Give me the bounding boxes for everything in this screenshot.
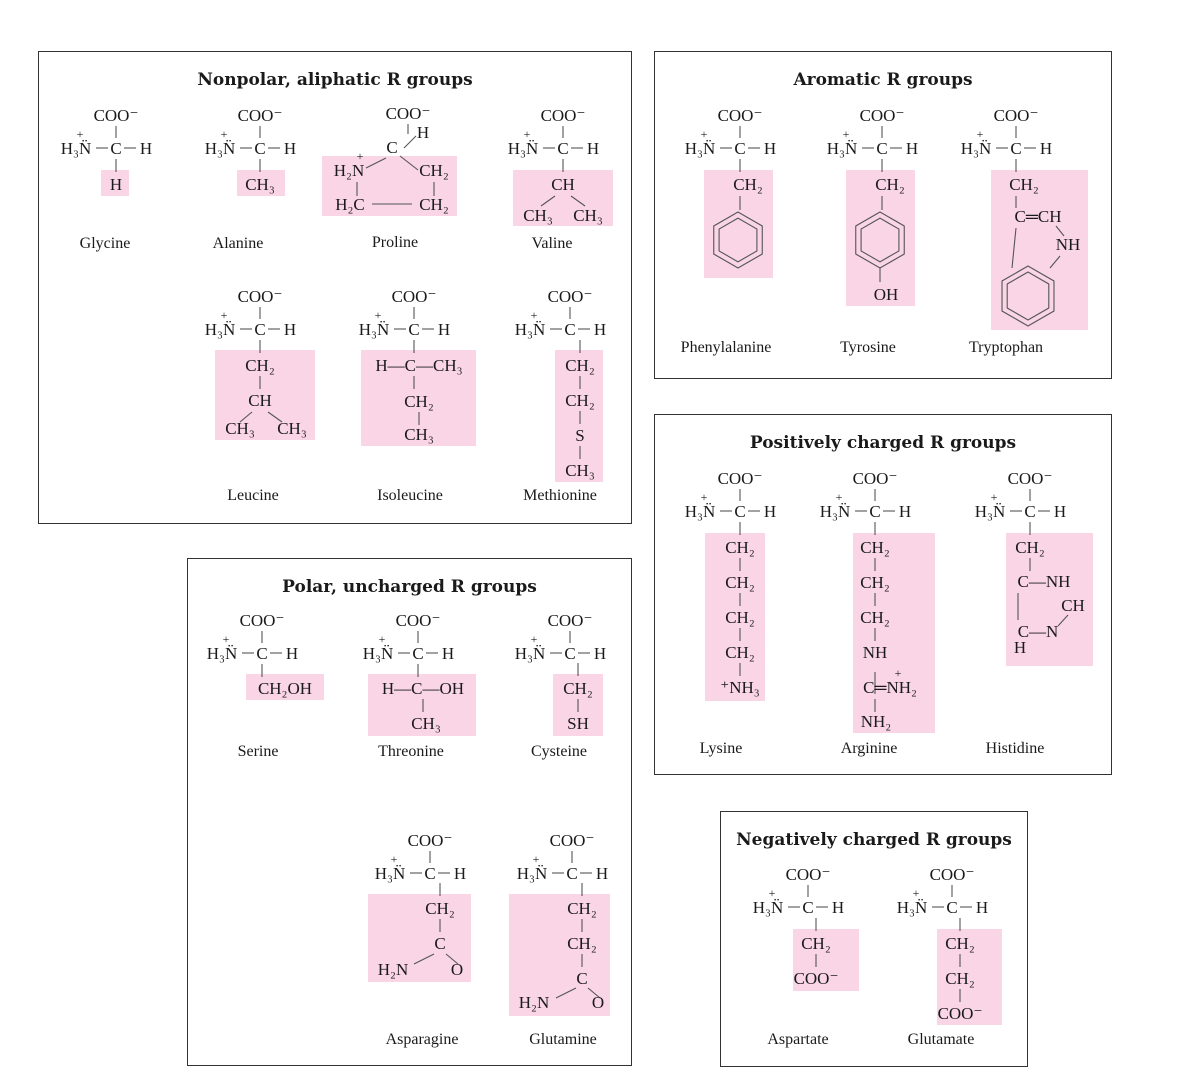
phenylalanine-ch2: CH₂ bbox=[733, 175, 763, 194]
leucine-group-1: CH bbox=[248, 391, 272, 410]
methionine-group-1: CH₂ bbox=[565, 391, 595, 410]
side-chain-highlight-arginine bbox=[853, 533, 935, 733]
phenylalanine-alpha-carbon: C bbox=[734, 139, 746, 158]
tryptophan-charge: + bbox=[976, 127, 984, 141]
glutamate-group-0: CH₂ bbox=[945, 934, 975, 953]
threonine-beta-carbon: H—C—OH bbox=[381, 679, 465, 698]
arginine-group-1: CH₂ bbox=[860, 573, 890, 592]
aspartate-charge: + bbox=[768, 886, 776, 900]
isoleucine-hydrogen: H bbox=[437, 320, 451, 339]
glutamine-hydrogen: H bbox=[595, 864, 609, 883]
valine-alpha-carbon: C bbox=[557, 139, 569, 158]
asparagine-charge: + bbox=[390, 852, 398, 866]
tryptophan-c-ch: C═CH bbox=[1014, 207, 1062, 226]
phenylalanine-hydrogen: H bbox=[763, 139, 777, 158]
valine-carboxylate: COO⁻ bbox=[540, 106, 586, 125]
cysteine-carboxylate: COO⁻ bbox=[547, 611, 593, 630]
name-serine: Serine bbox=[237, 743, 279, 760]
phenylalanine-charge: + bbox=[700, 127, 708, 141]
tyrosine-alpha-carbon: C bbox=[876, 139, 888, 158]
histidine-ring-ch: CH bbox=[1061, 596, 1085, 615]
cysteine-alpha-carbon: C bbox=[564, 644, 576, 663]
leucine-charge: + bbox=[220, 308, 228, 322]
histidine-c-n: C—N bbox=[1017, 622, 1059, 641]
leucine-amino-group: H₃N̈ bbox=[204, 320, 236, 339]
glycine-amino-group: H₃N̈ bbox=[60, 139, 92, 158]
proline-ch2-a: CH₂ bbox=[419, 161, 449, 180]
threonine-ch3: CH₃ bbox=[411, 714, 441, 733]
name-proline: Proline bbox=[371, 234, 419, 251]
proline-ch2-c: H₂C bbox=[335, 195, 365, 214]
asparagine-carboxylate: COO⁻ bbox=[407, 831, 453, 850]
proline-amino-group: H₂N bbox=[333, 161, 365, 180]
valine-r-ch: CH bbox=[551, 175, 575, 194]
cysteine-hydrogen: H bbox=[593, 644, 607, 663]
valine-hydrogen: H bbox=[586, 139, 600, 158]
methionine-group-0: CH₂ bbox=[565, 356, 595, 375]
lysine-charge: + bbox=[700, 490, 708, 504]
aspartate-alpha-carbon: C bbox=[802, 898, 814, 917]
arginine-group-3: NH bbox=[862, 643, 888, 662]
asparagine-group-0: CH₂ bbox=[425, 899, 455, 918]
lysine-alpha-carbon: C bbox=[734, 502, 746, 521]
histidine-alpha-carbon: C bbox=[1024, 502, 1036, 521]
isoleucine-alpha-carbon: C bbox=[408, 320, 420, 339]
tryptophan-carboxylate: COO⁻ bbox=[993, 106, 1039, 125]
glutamine-group-1: CH₂ bbox=[567, 934, 597, 953]
aspartate-carboxylate: COO⁻ bbox=[785, 865, 831, 884]
methionine-alpha-carbon: C bbox=[564, 320, 576, 339]
glutamine-amino-group: H₃N̈ bbox=[516, 864, 548, 883]
histidine-ring-h: H bbox=[1013, 638, 1027, 657]
arginine-carboxylate: COO⁻ bbox=[852, 469, 898, 488]
glycine-carboxylate: COO⁻ bbox=[93, 106, 139, 125]
isoleucine-carboxylate: COO⁻ bbox=[391, 287, 437, 306]
methionine-charge: + bbox=[530, 308, 538, 322]
tyrosine-hydroxyl: OH bbox=[873, 285, 899, 304]
threonine-hydrogen: H bbox=[441, 644, 455, 663]
isoleucine-ch3: CH₃ bbox=[404, 425, 434, 444]
histidine-c-nh: C—NH bbox=[1017, 572, 1071, 591]
alanine-amino-group: H₃N̈ bbox=[204, 139, 236, 158]
threonine-alpha-carbon: C bbox=[412, 644, 424, 663]
glutamate-alpha-carbon: C bbox=[946, 898, 958, 917]
arginine-hydrogen: H bbox=[898, 502, 912, 521]
glutamine-amide: H₂N bbox=[518, 993, 550, 1012]
bond bbox=[404, 136, 416, 148]
glycine-alpha-carbon: C bbox=[110, 139, 122, 158]
cysteine-charge: + bbox=[530, 632, 538, 646]
lysine-carboxylate: COO⁻ bbox=[717, 469, 763, 488]
histidine-charge: + bbox=[990, 490, 998, 504]
asparagine-oxygen: O bbox=[450, 960, 464, 979]
proline-hydrogen: H bbox=[416, 123, 430, 142]
tryptophan-amino-group: H₃N̈ bbox=[960, 139, 992, 158]
arginine-charge: + bbox=[835, 490, 843, 504]
aspartate-amino-group: H₃N̈ bbox=[752, 898, 784, 917]
isoleucine-amino-group: H₃N̈ bbox=[358, 320, 390, 339]
glutamine-charge: + bbox=[532, 852, 540, 866]
glutamate-group-1: CH₂ bbox=[945, 969, 975, 988]
valine-charge: + bbox=[523, 127, 531, 141]
methionine-carboxylate: COO⁻ bbox=[547, 287, 593, 306]
name-cysteine: Cysteine bbox=[531, 743, 587, 760]
name-threonine: Threonine bbox=[378, 743, 444, 760]
arginine-alpha-carbon: C bbox=[869, 502, 881, 521]
serine-hydrogen: H bbox=[285, 644, 299, 663]
methionine-group-2: S bbox=[575, 426, 585, 445]
lysine-group-2: CH₂ bbox=[725, 608, 755, 627]
panel-title-polar: Polar, uncharged R groups bbox=[282, 577, 537, 597]
name-glutamate: Glutamate bbox=[907, 1031, 975, 1048]
panel-title-positive: Positively charged R groups bbox=[749, 433, 1017, 453]
isoleucine-charge: + bbox=[374, 308, 382, 322]
isoleucine-ch2: CH₂ bbox=[404, 392, 434, 411]
isoleucine-beta-carbon: H—C—CH₃ bbox=[375, 356, 463, 375]
aspartate-group-1: COO⁻ bbox=[793, 969, 839, 988]
leucine-methyl-b: CH₃ bbox=[277, 419, 307, 438]
name-phenylalanine: Phenylalanine bbox=[680, 339, 772, 356]
tryptophan-alpha-carbon: C bbox=[1010, 139, 1022, 158]
lysine-group-3: CH₂ bbox=[725, 643, 755, 662]
panel-title-aromatic: Aromatic R groups bbox=[793, 70, 973, 90]
name-valine: Valine bbox=[531, 235, 573, 252]
glutamine-group-2: C bbox=[576, 969, 588, 988]
asparagine-amino-group: H₃N̈ bbox=[374, 864, 406, 883]
alanine-charge: + bbox=[220, 127, 228, 141]
aspartate-group-0: CH₂ bbox=[801, 934, 831, 953]
name-methionine: Methionine bbox=[523, 487, 597, 504]
proline-charge: + bbox=[356, 149, 364, 163]
phenylalanine-amino-group: H₃N̈ bbox=[684, 139, 716, 158]
lysine-hydrogen: H bbox=[763, 502, 777, 521]
tyrosine-ch2: CH₂ bbox=[875, 175, 905, 194]
histidine-carboxylate: COO⁻ bbox=[1007, 469, 1053, 488]
arginine-guanidino: C═NH₂ bbox=[863, 678, 917, 697]
tyrosine-hydrogen: H bbox=[905, 139, 919, 158]
glutamate-amino-group: H₃N̈ bbox=[896, 898, 928, 917]
tryptophan-hydrogen: H bbox=[1039, 139, 1053, 158]
glycine-r-group: H bbox=[109, 175, 123, 194]
asparagine-hydrogen: H bbox=[453, 864, 467, 883]
glutamine-group-0: CH₂ bbox=[567, 899, 597, 918]
histidine-hydrogen: H bbox=[1053, 502, 1067, 521]
histidine-amino-group: H₃N̈ bbox=[974, 502, 1006, 521]
glutamine-alpha-carbon: C bbox=[566, 864, 578, 883]
threonine-charge: + bbox=[378, 632, 386, 646]
cysteine-group-0: CH₂ bbox=[563, 679, 593, 698]
leucine-group-0: CH₂ bbox=[245, 356, 275, 375]
name-glutamine: Glutamine bbox=[529, 1031, 597, 1048]
valine-amino-group: H₃N̈ bbox=[507, 139, 539, 158]
leucine-methyl-a: CH₃ bbox=[225, 419, 255, 438]
alanine-alpha-carbon: C bbox=[254, 139, 266, 158]
panel-title-negative: Negatively charged R groups bbox=[736, 830, 1012, 850]
methionine-hydrogen: H bbox=[593, 320, 607, 339]
serine-charge: + bbox=[222, 632, 230, 646]
cysteine-amino-group: H₃N̈ bbox=[514, 644, 546, 663]
asparagine-amide: H₂N bbox=[377, 960, 409, 979]
alanine-r-group: CH₃ bbox=[245, 175, 275, 194]
valine-methyl-b: CH₃ bbox=[573, 206, 603, 225]
serine-r-group: CH₂OH bbox=[257, 679, 313, 698]
name-tryptophan: Tryptophan bbox=[968, 339, 1044, 356]
alanine-hydrogen: H bbox=[283, 139, 297, 158]
aspartate-hydrogen: H bbox=[831, 898, 845, 917]
glutamate-hydrogen: H bbox=[975, 898, 989, 917]
methionine-amino-group: H₃N̈ bbox=[514, 320, 546, 339]
name-isoleucine: Isoleucine bbox=[377, 487, 443, 504]
glycine-hydrogen: H bbox=[139, 139, 153, 158]
phenylalanine-carboxylate: COO⁻ bbox=[717, 106, 763, 125]
arginine-charge: + bbox=[894, 666, 902, 680]
name-leucine: Leucine bbox=[227, 487, 279, 504]
glycine-charge: + bbox=[76, 127, 84, 141]
lysine-group-0: CH₂ bbox=[725, 538, 755, 557]
asparagine-alpha-carbon: C bbox=[424, 864, 436, 883]
methionine-group-3: CH₃ bbox=[565, 461, 595, 480]
leucine-alpha-carbon: C bbox=[254, 320, 266, 339]
asparagine-group-1: C bbox=[434, 934, 446, 953]
arginine-group-0: CH₂ bbox=[860, 538, 890, 557]
serine-amino-group: H₃N̈ bbox=[206, 644, 238, 663]
panel-title-nonpolar: Nonpolar, aliphatic R groups bbox=[197, 70, 473, 90]
serine-alpha-carbon: C bbox=[256, 644, 268, 663]
tyrosine-amino-group: H₃N̈ bbox=[826, 139, 858, 158]
tyrosine-carboxylate: COO⁻ bbox=[859, 106, 905, 125]
leucine-carboxylate: COO⁻ bbox=[237, 287, 283, 306]
glutamine-oxygen: O bbox=[591, 993, 605, 1012]
tyrosine-charge: + bbox=[842, 127, 850, 141]
arginine-amino-group: H₃N̈ bbox=[819, 502, 851, 521]
cysteine-group-1: SH bbox=[567, 714, 589, 733]
leucine-hydrogen: H bbox=[283, 320, 297, 339]
glutamate-carboxylate: COO⁻ bbox=[929, 865, 975, 884]
threonine-amino-group: H₃N̈ bbox=[362, 644, 394, 663]
arginine-group-2: CH₂ bbox=[860, 608, 890, 627]
serine-carboxylate: COO⁻ bbox=[239, 611, 285, 630]
lysine-amino-group: H₃N̈ bbox=[684, 502, 716, 521]
proline-alpha-carbon: C bbox=[386, 138, 398, 157]
name-alanine: Alanine bbox=[212, 235, 264, 252]
name-glycine: Glycine bbox=[79, 235, 131, 252]
lysine-group-4: ⁺NH₃ bbox=[720, 678, 760, 697]
lysine-group-1: CH₂ bbox=[725, 573, 755, 592]
glutamate-group-2: COO⁻ bbox=[937, 1004, 983, 1023]
name-arginine: Arginine bbox=[840, 740, 898, 757]
tryptophan-ch2: CH₂ bbox=[1009, 175, 1039, 194]
valine-methyl-a: CH₃ bbox=[523, 206, 553, 225]
glutamate-charge: + bbox=[912, 886, 920, 900]
name-tyrosine: Tyrosine bbox=[840, 339, 896, 356]
threonine-carboxylate: COO⁻ bbox=[395, 611, 441, 630]
name-lysine: Lysine bbox=[699, 740, 743, 757]
glutamine-carboxylate: COO⁻ bbox=[549, 831, 595, 850]
proline-ch2-b: CH₂ bbox=[419, 195, 449, 214]
histidine-group-0: CH₂ bbox=[1015, 538, 1045, 557]
proline-carboxylate: COO⁻ bbox=[385, 104, 431, 123]
arginine-nh2: NH₂ bbox=[860, 712, 892, 731]
alanine-carboxylate: COO⁻ bbox=[237, 106, 283, 125]
name-aspartate: Aspartate bbox=[767, 1031, 829, 1048]
tryptophan-nh: NH bbox=[1055, 235, 1081, 254]
name-asparagine: Asparagine bbox=[385, 1031, 459, 1048]
name-histidine: Histidine bbox=[985, 740, 1045, 757]
